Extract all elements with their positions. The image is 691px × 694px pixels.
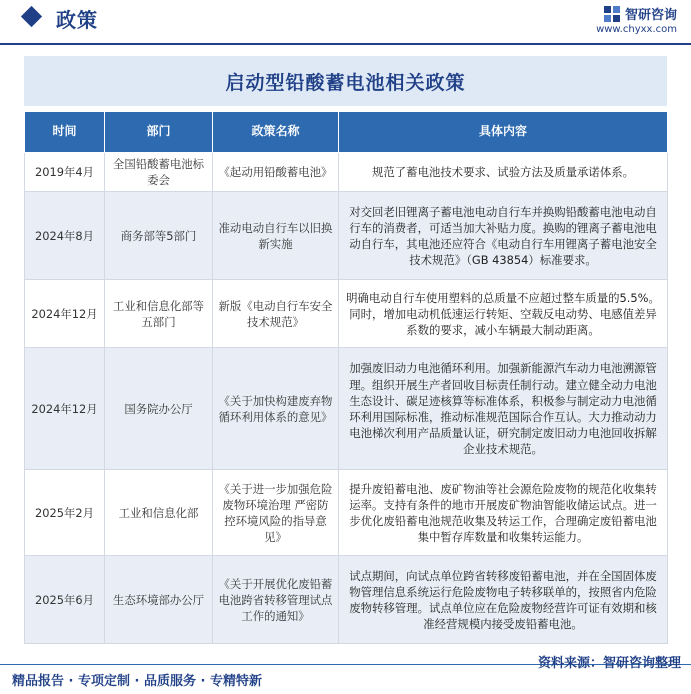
table-title: 启动型铅酸蓄电池相关政策 xyxy=(225,71,466,94)
row-date: 2025年2月 xyxy=(25,470,105,556)
table-row xyxy=(25,280,668,348)
source-note: 资料来源：智研咨询整理 xyxy=(537,656,681,671)
logo-icon xyxy=(603,5,621,23)
row-content: 对交回老旧锂离子蓄电池电动自行车并换购铅酸蓄电池电动自行车的消费者，可适当加大补贴力度。换购的锂离子蓄电池电动自行车，其电池还应符合《电动自行车用锂离子蓄电池安全技术规范》（GB 43854）标准要求。 xyxy=(339,192,668,280)
row-dept: 商务部等5部门 xyxy=(105,192,213,280)
row-dept: 生态环境部办公厅 xyxy=(105,556,213,644)
page-footer xyxy=(0,656,691,694)
row-date: 2024年8月 xyxy=(25,192,105,280)
row-date: 2025年6月 xyxy=(25,556,105,644)
row-policy-name: 《关于加快构建废弃物循环利用体系的意见》 xyxy=(213,348,339,470)
table-title-band xyxy=(24,56,667,106)
footer-slogan: 精品报告 · 专项定制 · 品质服务 · 专精特新 xyxy=(12,674,262,689)
column-header-content: 具体内容 xyxy=(339,112,668,153)
page-header xyxy=(0,0,691,44)
brand-logo[interactable] xyxy=(596,4,677,35)
section-title: 政策 xyxy=(56,8,98,32)
row-dept: 全国铅酸蓄电池标委会 xyxy=(105,153,213,192)
row-policy-name: 《起动用铅酸蓄电池》 xyxy=(213,153,339,192)
row-policy-name: 准动电动自行车以旧换新实施 xyxy=(213,192,339,280)
row-content: 提升废铅蓄电池、废矿物油等社会源危险废物的规范化收集转运率。支持有条件的地市开展废矿物油智能收储运试点。进一步优化废铅蓄电池规范收集及转运工作，合理确定废铅蓄电池集中暂存库数量和收集转运能力。 xyxy=(339,470,668,556)
header-divider xyxy=(0,43,691,45)
row-policy-name: 《关于进一步加强危险废物环境治理 严密防控环境风险的指导意见》 xyxy=(213,470,339,556)
table-row xyxy=(25,192,668,280)
row-date: 2024年12月 xyxy=(25,348,105,470)
logo-url: www.chyxx.com xyxy=(596,24,677,35)
table-header-row xyxy=(25,112,668,153)
table-row xyxy=(25,556,668,644)
row-policy-name: 《关于开展优化废铅蓄电池跨省转移管理试点工作的通知》 xyxy=(213,556,339,644)
row-dept: 工业和信息化部等五部门 xyxy=(105,280,213,348)
table-row xyxy=(25,470,668,556)
table-row xyxy=(25,153,668,192)
row-content: 试点期间，向试点单位跨省转移废铅蓄电池，并在全国固体废物管理信息系统运行危险废物电子转移联单的，按照省内危险废物转移管理。试点单位应在危险废物经营许可证有效期和核准经营规模内接受废铅蓄电池。 xyxy=(339,556,668,644)
column-header-policy-name: 政策名称 xyxy=(213,112,339,153)
row-content: 规范了蓄电池技术要求、试验方法及质量承诺体系。 xyxy=(339,153,668,192)
logo-name: 智研咨询 xyxy=(624,8,677,23)
row-date: 2019年4月 xyxy=(25,153,105,192)
column-header-dept: 部门 xyxy=(105,112,213,153)
table-row xyxy=(25,348,668,470)
row-date: 2024年12月 xyxy=(25,280,105,348)
row-policy-name: 新版《电动自行车安全技术规范》 xyxy=(213,280,339,348)
row-content: 加强废旧动力电池循环利用。加强新能源汽车动力电池溯源管理。组织开展生产者回收目标责任制行动。建立健全动力电池生态设计、碳足迹核算等标准体系，积极参与制定动力电池循环利用国际标准，推动标准规范国际合作互认。大力推动动力电池梯次利用产品质量认证，研究制定废旧动力电池回收拆解企业技术规范。 xyxy=(339,348,668,470)
diamond-icon xyxy=(21,6,42,27)
row-content: 明确电动自行车使用塑料的总质量不应超过整车质量的5.5%。同时，增加电动机低速运行转矩、空载反电动势、电感值差异系数的要求，减小车辆最大制动距离。 xyxy=(339,280,668,348)
row-dept: 国务院办公厅 xyxy=(105,348,213,470)
column-header-date: 时间 xyxy=(25,112,105,153)
row-dept: 工业和信息化部 xyxy=(105,470,213,556)
policy-table xyxy=(24,111,668,644)
